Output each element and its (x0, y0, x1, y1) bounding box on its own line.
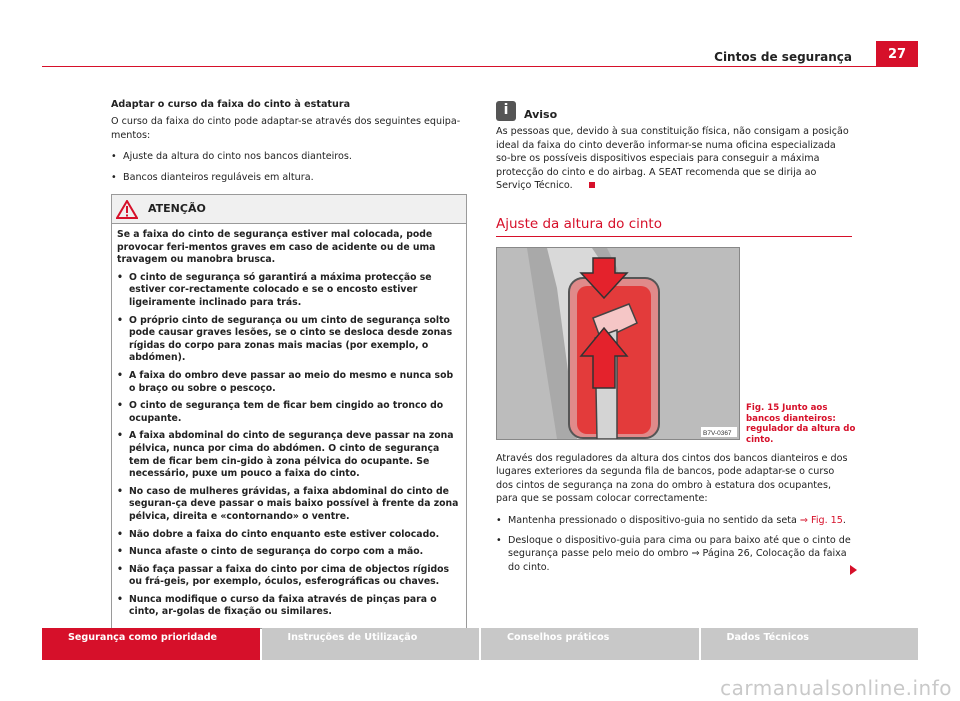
list-item: • Bancos dianteiros reguláveis em altura. (111, 171, 467, 184)
note-header (496, 102, 852, 121)
subheading: Adaptar o curso da faixa do cinto à estatura (111, 99, 351, 110)
list-item: • Não dobre a faixa do cinto enquanto este estiver colocado. (117, 529, 461, 542)
list-item: • O próprio cinto de segurança ou um cinto de segurança solto pode causar graves lesões, se o cinto se desloca desde zonas rígidas do corpo para zonas mais macias (por exemplo, o abdómen). (117, 315, 461, 365)
steps-list (496, 514, 852, 575)
warning-header (112, 195, 466, 224)
warning-list (117, 272, 461, 619)
list-item: • Ajuste da altura do cinto nos bancos dianteiros. (111, 150, 467, 163)
note-text-body: As pessoas que, devido à sua constituição física, não consigam a posição ideal da faixa do cinto deverão informar-se numa oficina especializada so-bre os possíveis dispositivos especiais para conseguir a máxima protecção do cinto e do airbag. A SEAT recomenda que se dirija ao Serviço Técnico. (496, 126, 849, 192)
equipment-list (111, 150, 467, 184)
section-heading: Ajuste da altura do cinto (496, 216, 852, 237)
figure-link[interactable]: ⇒ Fig. 15 (799, 514, 843, 526)
watermark: carmanualsonline.info (720, 676, 952, 700)
list-item: • O cinto de segurança tem de ficar bem cingido ao tronco do ocupante. (117, 400, 461, 425)
continue-arrow-icon (850, 565, 857, 575)
list-item: • A faixa do ombro deve passar ao meio do mesmo e nunca sob o braço ou sobre o pescoço. (117, 370, 461, 395)
list-item: • Nunca modifique o curso da faixa através de pinças para o cinto, ar-golas de fixação ou similares. (117, 594, 461, 619)
adjustment-instructions (496, 452, 852, 581)
list-item: • Desloque o dispositivo-guia para cima ou para baixo até que o cinto de segurança passe pelo meio do ombro ⇒ Página 26, Colocação da faixa do cinto. (496, 534, 852, 574)
warning-title: ATENÇÃO (148, 202, 206, 216)
belt-adjuster-illustration (497, 248, 739, 439)
list-item: • Nunca afaste o cinto de segurança do corpo com a mão. (117, 546, 461, 559)
note-text (496, 125, 852, 192)
warning-triangle-icon (116, 200, 138, 219)
tab-seguranca[interactable]: Segurança como prioridade (42, 628, 260, 660)
note-block (496, 102, 852, 192)
figure-code: B7V-0367 (703, 430, 732, 437)
header-rule (42, 66, 918, 67)
left-column (111, 98, 467, 629)
list-item: • O cinto de segurança só garantirá a máxima protecção se estiver cor-rectamente colocado e se o encosto estiver ligeiramente inclinado para trás. (117, 272, 461, 310)
warning-body (112, 224, 466, 628)
note-title: Aviso (524, 108, 558, 121)
tab-conselhos[interactable]: Conselhos práticos (481, 628, 699, 660)
step-text: Mantenha pressionado o dispositivo-guia no sentido da seta (508, 514, 800, 526)
figure-caption: Fig. 15 Junto aos bancos dianteiros: regulador da altura do cinto. (746, 403, 856, 445)
step-text-end: . (842, 514, 846, 526)
warning-intro: Se a faixa do cinto de segurança estiver mal colocada, pode provocar feri-mentos graves em caso de acidente ou de uma travagem ou manobra brusca. (117, 229, 436, 266)
tab-instrucoes[interactable]: Instruções de Utilização (262, 628, 480, 660)
list-item: • No caso de mulheres grávidas, a faixa abdominal do cinto de seguran-ça deve passar o mais baixo possível à frente da zona pélvica, direita e «contornando» o ventre. (117, 486, 461, 524)
page-number-badge: 27 (876, 41, 918, 67)
body-paragraph: Através dos reguladores da altura dos cintos dos bancos dianteiros e dos lugares exteriores da segunda fila de bancos, pode adaptar-se o curso dos cintos de segurança na zona do ombro à estatura dos ocupantes, para que se possam colocar correctamente: (496, 453, 848, 505)
list-item (496, 514, 852, 527)
figure-belt-height-adjuster (496, 247, 740, 440)
running-header-title: Cintos de segurança (714, 50, 852, 64)
info-note-icon: i (496, 101, 516, 121)
list-item: • Não faça passar a faixa do cinto por cima de objectos rígidos ou frá-geis, por exemplo, óculos, esferográficas ou chaves. (117, 564, 461, 589)
intro-paragraph: O curso da faixa do cinto pode adaptar-se através dos seguintes equipa-mentos: (111, 116, 461, 141)
list-item: • A faixa abdominal do cinto de segurança deve passar na zona pélvica, nunca por cima do abdómen. O cinto de segurança tem de ficar bem cin-gido à zona pélvica do ocupante. Se necessário, puxe um pouco a faixa do cinto. (117, 430, 461, 480)
warning-box (111, 194, 467, 629)
tab-dados-tecnicos[interactable]: Dados Técnicos (701, 628, 919, 660)
end-marker-icon (589, 182, 595, 188)
chapter-tabs (42, 628, 918, 660)
